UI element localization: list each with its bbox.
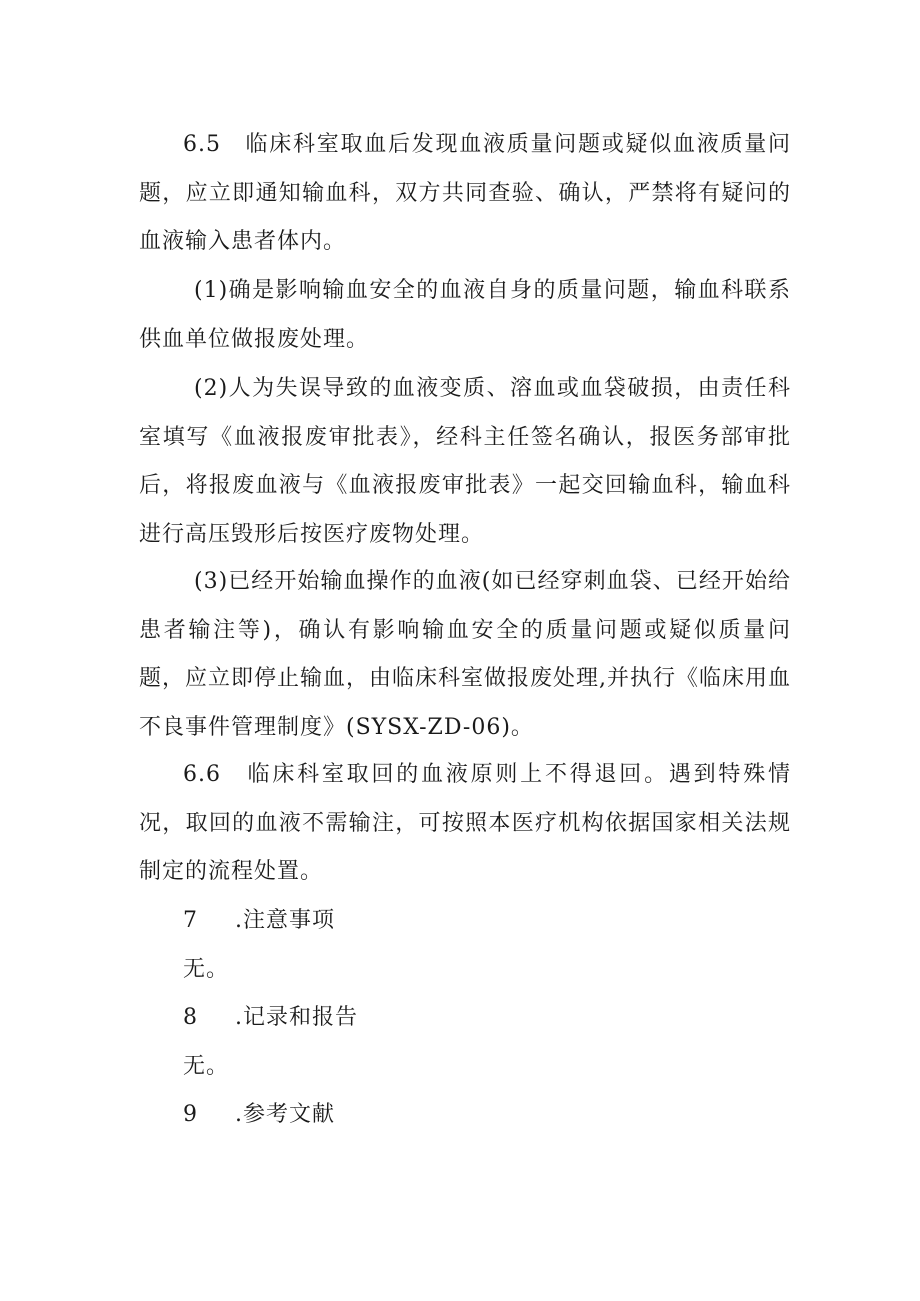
section-body-8: 无。 [183, 1054, 230, 1079]
section-title: .注意事项 [235, 908, 335, 933]
paragraph-6-5-item-3: (3)已经开始输血操作的血液(如已经穿刺血袋、已经开始给患者输注等)，确认有影响输血安全的质量问题或疑似质量问题，应立即停止输血，由临床科室做报废处理,并执行《临床用血不良事件管理制度》(SYSX-ZD-06)。 [139, 569, 791, 740]
section-number: 8 [183, 1005, 198, 1030]
paragraph-6-5: 6.5 临床科室取血后发现血液质量问题或疑似血液质量问题，应立即通知输血科，双方共同查验、确认，严禁将有疑问的血液输入患者体内。 [139, 132, 791, 254]
paragraph-6-5-item-1: (1)确是影响输血安全的血液自身的质量问题，输血科联系供血单位做报废处理。 [139, 278, 791, 352]
section-number: 7 [183, 908, 198, 933]
paragraph-6-5-item-2: (2)人为失误导致的血液变质、溶血或血袋破损，由责任科室填写《血液报废审批表》，经科主任签名确认，报医务部审批后，将报废血液与《血液报废审批表》一起交回输血科，输血科进行高压毁形后按医疗废物处理。 [139, 376, 791, 547]
section-title: .参考文献 [235, 1102, 335, 1127]
section-heading-7 [183, 897, 335, 945]
section-heading-8 [183, 994, 358, 1042]
section-heading-9 [183, 1091, 335, 1139]
section-title: .记录和报告 [235, 1005, 358, 1030]
section-body-7: 无。 [183, 957, 230, 982]
paragraph-6-6: 6.6 临床科室取回的血液原则上不得退回。遇到特殊情况，取回的血液不需输注，可按照本医疗机构依据国家相关法规制定的流程处置。 [139, 762, 791, 884]
section-number: 9 [183, 1102, 198, 1127]
